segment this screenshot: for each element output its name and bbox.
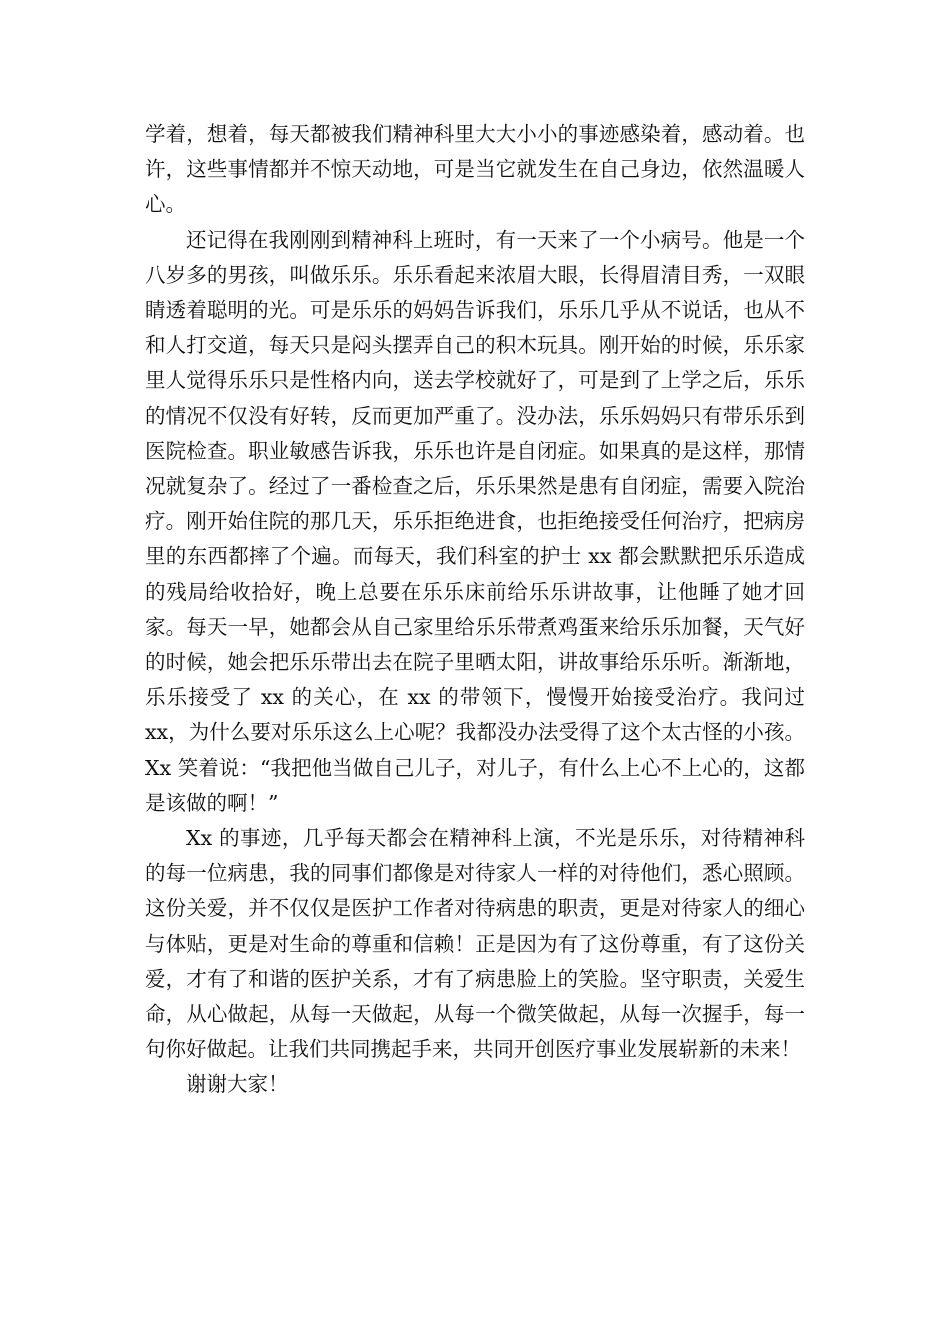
paragraph-thanks: 谢谢大家！ (186, 1072, 289, 1097)
paragraph-continuation: 学着，想着，每天都被我们精神科里大大小小的事迹感染着，感动着。也许，这些事情都并不惊天动地，可是当它就发生在自己身边，依然温暖人心。 (145, 122, 805, 217)
paragraph-care-summary: Xx 的事迹，几乎每天都会在精神科上演，不光是乐乐，对待精神科的每一位病患，我的同事们都像是对待家人一样的对待他们，悉心照顾。这份关爱，并不仅仅是医护工作者对待病患的职责，更是对待家人的细心与体贴，更是对生命的尊重和信赖！正是因为有了这份尊重，有了这份关爱，才有了和谐的医护关系，才有了病患脸上的笑脸。坚守职责，关爱生命，从心做起，从每一天做起，从每一个微笑做起，从每一次握手，每一句你好做起。让我们共同携起手来，共同开创医疗事业发展崭新的未来！ (145, 826, 805, 1062)
paragraph-leile-story: 还记得在我刚刚到精神科上班时，有一天来了一个小病号。他是一个八岁多的男孩，叫做乐乐。乐乐看起来浓眉大眼，长得眉清目秀，一双眼睛透着聪明的光。可是乐乐的妈妈告诉我们，乐乐几乎从不说话，也从不和人打交道，每天只是闷头摆弄自己的积木玩具。刚开始的时候，乐乐家里人觉得乐乐只是性格内向，送去学校就好了，可是到了上学之后，乐乐的情况不仅没有好转，反而更加严重了。没办法，乐乐妈妈只有带乐乐到医院检查。职业敏感告诉我，乐乐也许是自闭症。如果真的是这样，那情况就复杂了。经过了一番检查之后，乐乐果然是患有自闭症，需要入院治疗。刚开始住院的那几天，乐乐拒绝进食，也拒绝接受任何治疗，把病房里的东西都摔了个遍。而每天，我们科室的护士 xx 都会默默把乐乐造成的残局给收拾好，晚上总要在乐乐床前给乐乐讲故事，让他睡了她才回家。每天一早，她都会从自己家里给乐乐带煮鸡蛋来给乐乐加餐，天气好的时候，她会把乐乐带出去在院子里晒太阳，讲故事给乐乐听。渐渐地，乐乐接受了 xx 的关心，在 xx 的带领下，慢慢开始接受治疗。我问过 xx，为什么要对乐乐这么上心呢？我都没办法受得了这个太古怪的小孩。Xx 笑着说：“我把他当做自己儿子，对儿子，有什么上心不上心的，这都是该做的啊！” (145, 227, 805, 815)
document-body (145, 117, 805, 1103)
